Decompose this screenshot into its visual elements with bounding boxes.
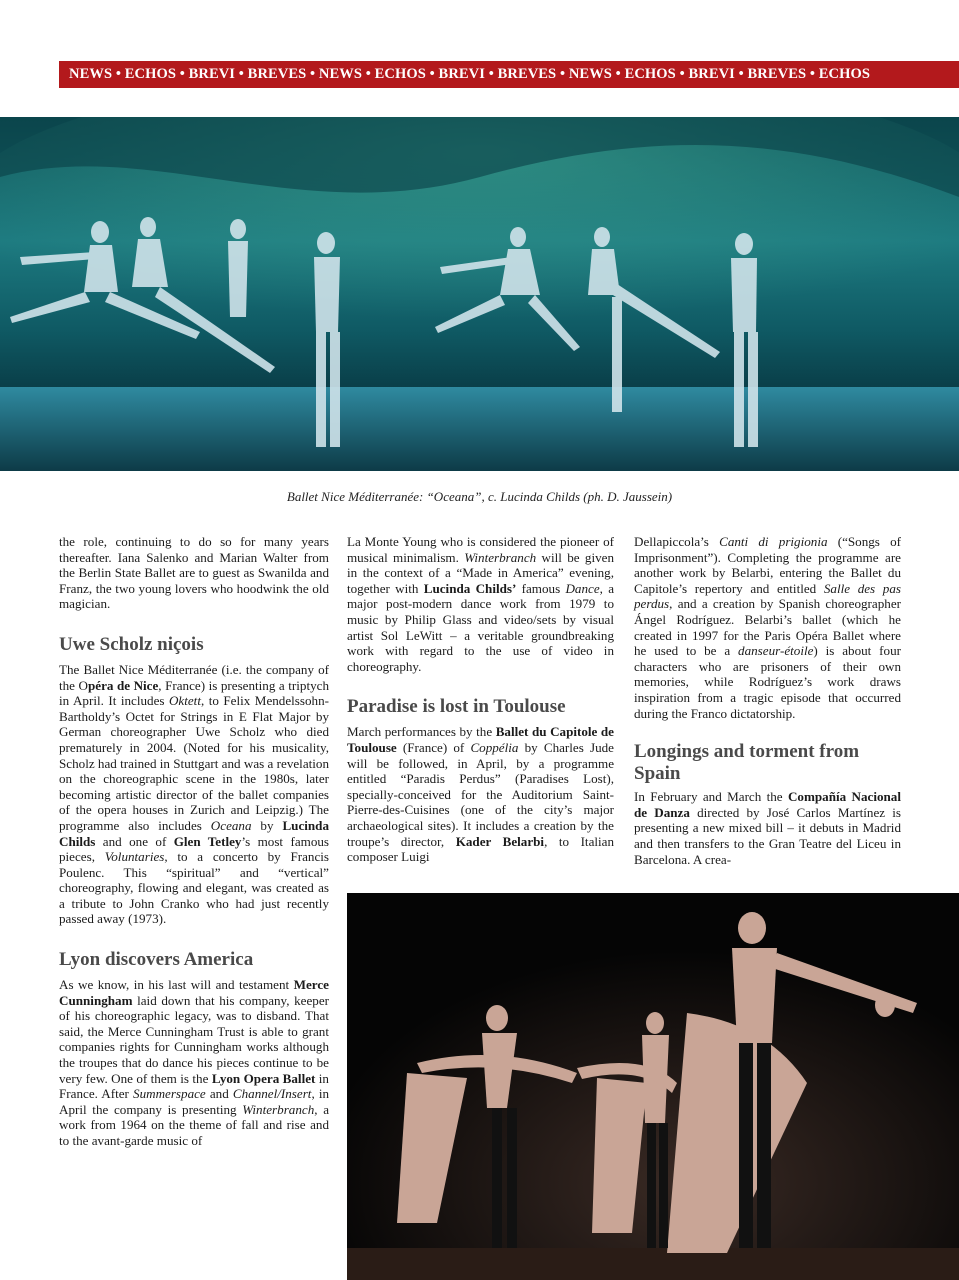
heading-toulouse: Paradise is lost in Toulouse — [347, 696, 566, 718]
heading-uwe-scholz: Uwe Scholz niçois — [59, 633, 204, 655]
paragraph: La Monte Young who is considered the pioneer of musical minimalism. Winterbranch will be given in the context of a “Made in America” evening, together with Lucinda Childs’ famous Dance, a major post-modern dance work from 1979 to music by Philip Glass and video/sets by visual artist Sol LeWitt – a veritable groundbreaking work with regard to the use of video in choreography. — [347, 534, 615, 674]
article-column-2 — [347, 534, 614, 865]
paragraph: the role, continuing to do so for many years thereafter. Iana Salenko and Marian Walter from the Berlin State Ballet are to guest as Swanilda and Franz, the two young lovers who hoodwink the old magician. — [59, 534, 329, 612]
paragraph: Dellapiccola’s Canti di prigionia (“Songs of Imprisonment”). Completing the programme are another work by Belarbi, entering the Ballet du Capitole’s repertory and entitled Salle des pas perdus, and a creation by Spanish choreographer Ángel Rodríguez. Belarbi’s ballet (which he created in 1997 for the Paris Opéra Ballet where he used to be a danseur-étoile) is about four characters who are prisoners of their own memories, while Rodríguez’s work draws inspiration from a tragic episode that occurred during the Franco dictatorship. — [634, 534, 901, 721]
paragraph: As we know, in his last will and testament Merce Cunningham laid down that his company, keeper of his choreographic legacy, was to disband. That said, the Merce Cunningham Trust is able to grant companies rights for Cunningham works although the troupes that do dance his pieces continue to be very few. One of them is the Lyon Opera Ballet in France. After Summerspace and Channel/Insert, in April the company is presenting Winterbranch, a work from 1964 on the theme of fall and rise and to the avant-garde music of — [59, 977, 330, 1148]
paragraph: The Ballet Nice Méditerranée (i.e. the company of the Opéra de Nice, France) is presenting a triptych in April. It includes Oktett, to Felix Mendelssohn-Bartholdy’s Octet for Strings in E Flat Major by German choreographer Uwe Scholz who died prematurely in 2004. (Noted for his musicality, Scholz had trained in Stuttgart and was a revelation on the choreographic scene in the 1980s, later becoming artistic director of the ballet companies of the opera houses in Zurich and Leipzig.) The programme also includes Oceana by Lucinda Childs and one of Glen Tetley’s most famous pieces, Voluntaries, to a concerto by Francis Poulenc. This “spiritual” and “vertical” choreography, flowing and elegant, was created as a tribute to John Cranko who had just recently passed away (1973). — [59, 661, 330, 927]
photo-caption: Ballet Nice Méditerranée: “Oceana”, c. Lucinda Childs (ph. D. Jaussein) — [286, 489, 673, 504]
heading-lyon: Lyon discovers America — [59, 949, 254, 971]
paragraph: March performances by the Ballet du Capitole de Toulouse (France) of Coppélia by Charles Jude will be followed, in April, by a programme entitled “Paradis Perdus” (Paradises Lost), specially-conceived for the Auditorium Saint-Pierre-des-Cuisines (one of the city’s major archaeological sites). It includes a creation by the troupe’s director, Kader Belarbi, to Italian composer Luigi — [347, 724, 615, 865]
paragraph: In February and March the Compañía Nacional de Danza directed by José Carlos Martínez is presenting a new mixed bill – it debuts in Madrid and then transfers to the Gran Teatre del Liceu in Barcelona. A crea- — [634, 789, 901, 867]
ballet-photo-couples — [347, 893, 959, 1280]
article-column-3 — [634, 534, 901, 867]
article-column-1 — [59, 534, 329, 1149]
heading-spain: Longings and torment from Spain — [634, 741, 860, 785]
section-banner: NEWS • ECHOS • BREVI • BREVES • NEWS • ECHOS • BREVI • BREVES • NEWS • ECHOS • BREVI • BREVES • ECHOS — [59, 61, 959, 88]
ballet-photo-oceana — [0, 117, 959, 471]
